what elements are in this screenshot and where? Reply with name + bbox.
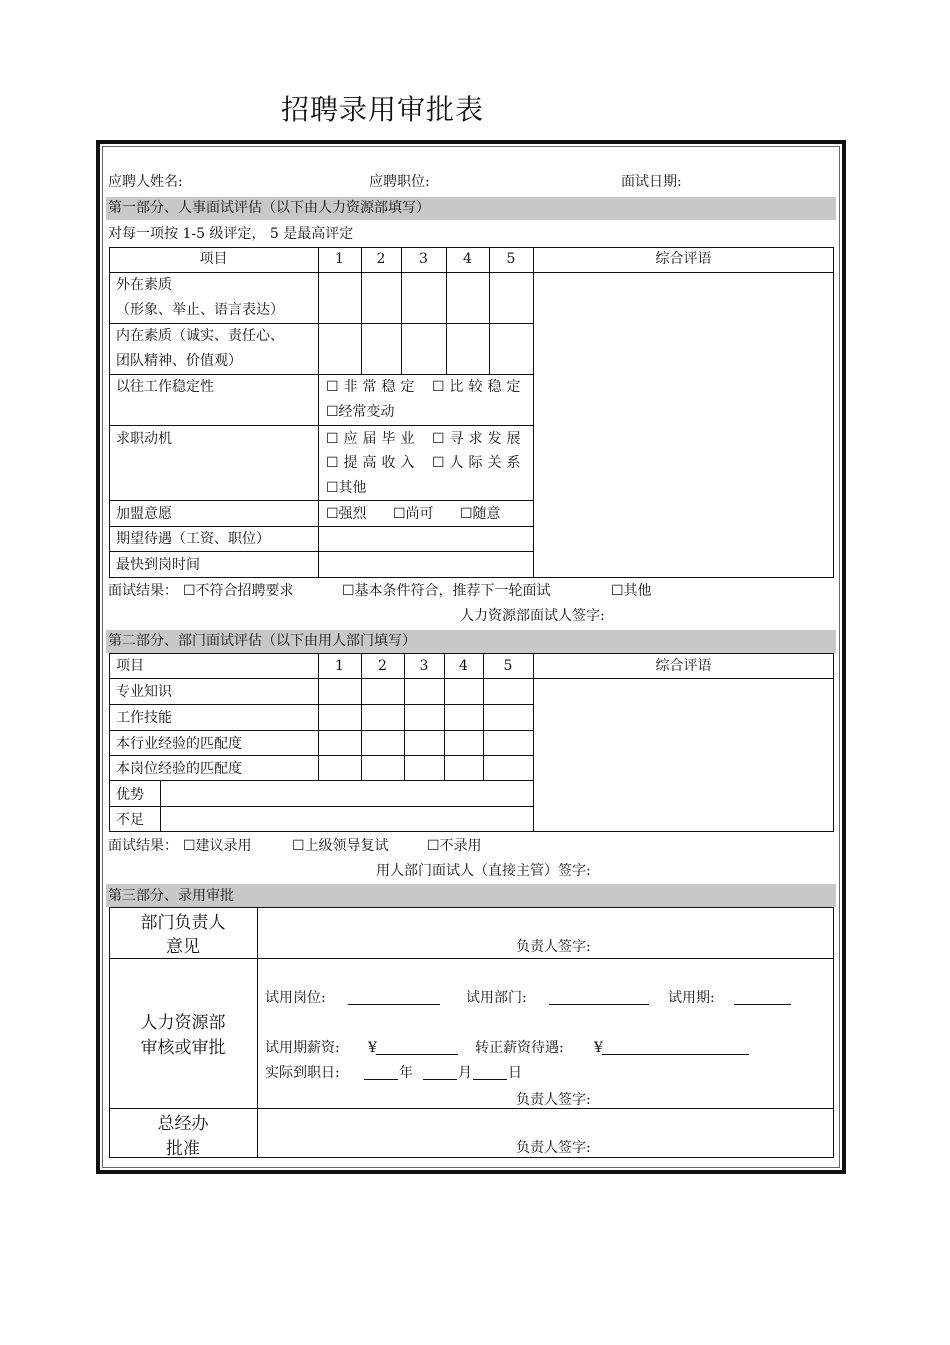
motivation-option-relations[interactable]: ☐人际关系 xyxy=(432,455,526,471)
part1-heading: 第一部分、人事面试评估（以下由人力资源部填写） xyxy=(108,200,430,216)
row-knowledge: 专业知识 xyxy=(116,684,172,700)
p1-col-item: 项目 xyxy=(199,251,228,267)
p2-result-hire[interactable]: ☐建议录用 xyxy=(183,838,252,854)
willingness-option-ok[interactable]: ☐尚可 xyxy=(393,506,434,522)
row-inner-2: 团队精神、价值观） xyxy=(116,353,242,369)
trial-post-label: 试用岗位: xyxy=(265,990,326,1006)
position-label: 应聘职位: xyxy=(369,174,430,190)
p2-score-4: 4 xyxy=(459,658,468,674)
p1-result-label: 面试结果： xyxy=(108,583,178,599)
actual-date-label: 实际到职日: xyxy=(265,1065,340,1081)
p2-signature: 用人部门面试人（直接主管）签字: xyxy=(376,863,591,879)
part3-heading: 第三部分、录用审批 xyxy=(108,888,234,904)
row-skills: 工作技能 xyxy=(116,710,172,726)
dept-head-label-1: 部门负责人 xyxy=(140,913,226,933)
day-line[interactable] xyxy=(473,1079,507,1080)
willingness-option-strong[interactable]: ☐强烈 xyxy=(326,506,367,522)
p1-score-5: 5 xyxy=(506,251,516,267)
row-willingness: 加盟意愿 xyxy=(116,506,172,522)
p1-score-3: 3 xyxy=(419,251,428,267)
year-label: 年 xyxy=(399,1065,413,1081)
part2-heading: 第二部分、部门面试评估（以下由用人部门填写） xyxy=(108,633,416,649)
trial-salary-label: 试用期薪资: xyxy=(265,1040,340,1056)
trial-period-line[interactable] xyxy=(734,1004,791,1005)
row-post-match: 本岗位经验的匹配度 xyxy=(116,761,242,777)
trial-salary-line[interactable] xyxy=(376,1054,458,1055)
stability-option-frequent-change[interactable]: ☐经常变动 xyxy=(326,404,395,420)
p2-result-retest[interactable]: ☐上级领导复试 xyxy=(292,838,389,854)
year-line[interactable] xyxy=(364,1079,398,1080)
trial-dept-line[interactable] xyxy=(549,1004,649,1005)
p1-score-1: 1 xyxy=(335,251,344,267)
scale-note: 对每一项按 1-5 级评定， 5 是最高评定 xyxy=(108,226,354,242)
applicant-name-label: 应聘人姓名: xyxy=(108,174,183,190)
motivation-option-other[interactable]: ☐其他 xyxy=(326,480,367,496)
row-strengths: 优势 xyxy=(116,787,144,803)
gm-label-1: 总经办 xyxy=(157,1114,209,1134)
trial-period-label: 试用期: xyxy=(668,990,715,1006)
gm-signature: 负责人签字: xyxy=(516,1140,591,1156)
page-title: 招聘录用审批表 xyxy=(281,93,485,126)
dept-head-label-2: 意见 xyxy=(166,937,200,957)
regular-salary-line[interactable] xyxy=(602,1054,749,1055)
p2-score-5: 5 xyxy=(503,658,513,674)
motivation-option-development[interactable]: ☐寻求发展 xyxy=(432,431,526,447)
row-inner-1: 内在素质（诚实、责任心、 xyxy=(116,328,284,344)
p1-score-2: 2 xyxy=(376,251,386,267)
dept-head-signature: 负责人签字: xyxy=(516,939,591,955)
stability-option-fairly-stable[interactable]: ☐比较稳定 xyxy=(432,379,526,395)
interview-date-label: 面试日期: xyxy=(621,174,682,190)
p2-col-comment: 综合评语 xyxy=(655,658,712,674)
row-weaknesses: 不足 xyxy=(116,812,144,828)
p2-score-2: 2 xyxy=(378,658,387,674)
motivation-option-graduate[interactable]: ☐应届毕业 xyxy=(326,431,420,447)
regular-salary-yen: ¥ xyxy=(594,1040,603,1056)
row-stability: 以往工作稳定性 xyxy=(116,379,214,395)
p2-score-1: 1 xyxy=(335,658,344,674)
row-expected: 期望待遇（工资、职位） xyxy=(116,531,270,547)
hr-label-1: 人力资源部 xyxy=(140,1013,226,1033)
row-appearance-2: （形象、举止、语言表达） xyxy=(116,302,284,318)
p1-result-other[interactable]: ☐其他 xyxy=(611,583,652,599)
row-arrival: 最快到岗时间 xyxy=(116,557,200,573)
regular-salary-label: 转正薪资待遇: xyxy=(475,1040,564,1056)
p2-col-item: 项目 xyxy=(116,658,144,674)
month-line[interactable] xyxy=(423,1079,457,1080)
row-industry-match: 本行业经验的匹配度 xyxy=(116,736,242,752)
stability-option-very-stable[interactable]: ☐非常稳定 xyxy=(326,379,420,395)
gm-label-2: 批准 xyxy=(166,1139,200,1159)
p2-score-3: 3 xyxy=(419,658,429,674)
p1-col-comment: 综合评语 xyxy=(655,251,712,267)
day-label: 日 xyxy=(508,1065,522,1081)
motivation-option-income[interactable]: ☐提高收入 xyxy=(326,455,420,471)
p2-result-label: 面试结果： xyxy=(108,838,178,854)
p2-result-reject[interactable]: ☐不录用 xyxy=(427,838,482,854)
p1-signature: 人力资源部面试人签字: xyxy=(460,608,605,624)
p1-result-not-qualified[interactable]: ☐不符合招聘要求 xyxy=(183,583,294,599)
willingness-option-casual[interactable]: ☐随意 xyxy=(460,506,501,522)
trial-post-line[interactable] xyxy=(348,1004,440,1005)
month-label: 月 xyxy=(458,1065,472,1081)
p1-result-next-round[interactable]: ☐基本条件符合，推荐下一轮面试 xyxy=(342,583,551,599)
trial-salary-yen: ¥ xyxy=(368,1040,377,1056)
trial-dept-label: 试用部门: xyxy=(466,990,527,1006)
part1-table xyxy=(109,247,834,578)
p1-score-4: 4 xyxy=(463,251,472,267)
hr-signature: 负责人签字: xyxy=(516,1092,591,1108)
hr-label-2: 审核或审批 xyxy=(140,1038,226,1058)
row-motivation: 求职动机 xyxy=(116,431,172,447)
row-appearance-1: 外在素质 xyxy=(116,277,172,293)
